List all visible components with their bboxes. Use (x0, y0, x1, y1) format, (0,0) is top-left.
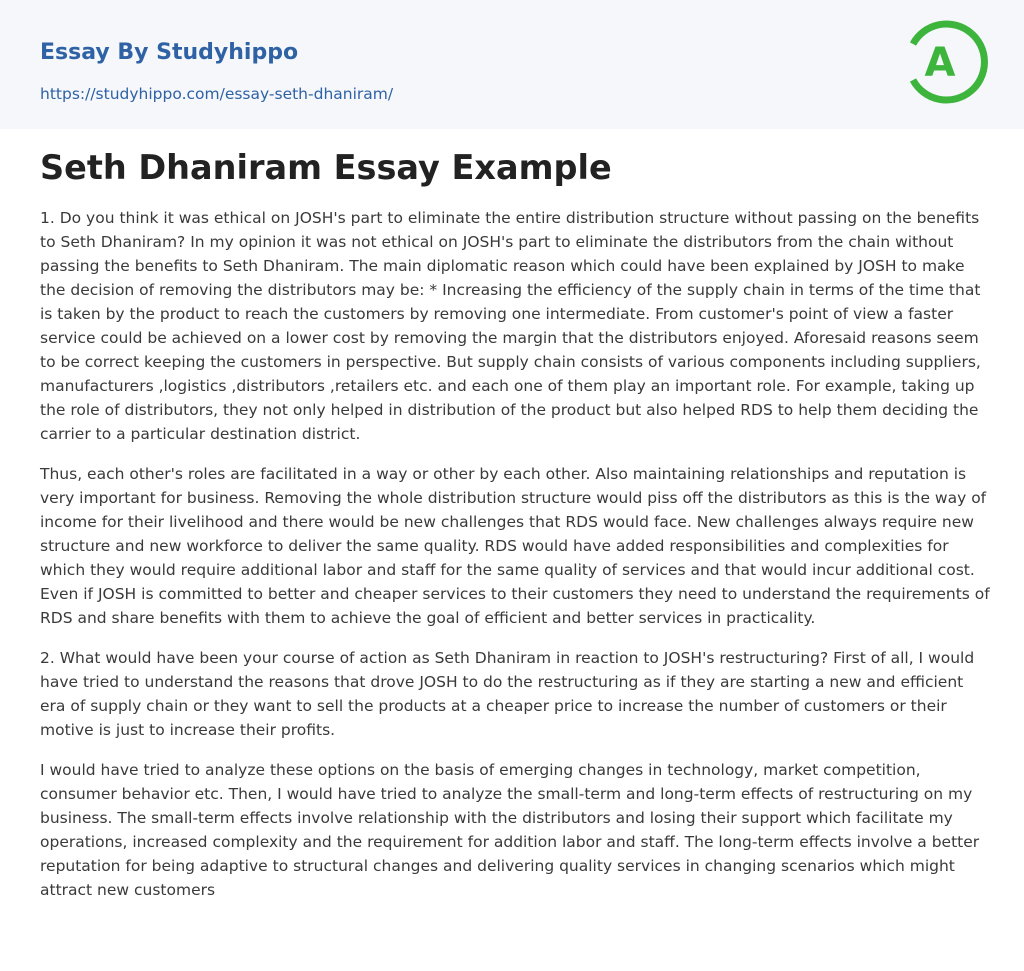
article-title: Seth Dhaniram Essay Example (40, 148, 612, 187)
article (40, 140, 990, 918)
article-paragraph-2: Thus, each other's roles are facilitated in a way or other by each other. Also maintaining relationships and reputation is very important for business. Removing the whole distribution structure would piss off the distributors as this is the way of income for their livelihood and there would be new challenges that RDS would face. New challenges always require new structure and new workforce to deliver the same quality. RDS would have added responsibilities and complexities for which they would require additional labor and staff for the same quality of services and that would incur additional cost. Even if JOSH is committed to better and cheaper services to their customers they need to understand the requirements of RDS and share benefits with them to achieve the goal of efficient and better services in practicality. (40, 465, 990, 627)
article-paragraph-4: I would have tried to analyze these options on the basis of emerging changes in technology, market competition, consumer behavior etc. Then, I would have tried to analyze the small-term and long-term effects of restructuring on my business. The small-term effects involve relationship with the distributors and losing their support which facilitate my operations, increased complexity and the requirement for addition labor and staff. The long-term effects involve a better reputation for being adaptive to structural changes and delivering quality services in changing scenarios which might attract new customers (40, 761, 980, 899)
site-brand: Essay By Studyhippo (40, 40, 299, 65)
essay-url-link[interactable]: https://studyhippo.com/essay-seth-dhaniram/ (40, 85, 394, 103)
article-paragraph-3: 2. What would have been your course of action as Seth Dhaniram in reaction to JOSH's restructuring? First of all, I would have tried to understand the reasons that drove JOSH to do the restructuring as if they are starting a new and efficient era of supply chain or they want to sell the products at a cheaper price to increase the number of customers or their motive is just to increase their profits. (40, 649, 975, 739)
logo-letter: A (924, 40, 956, 86)
site-header (0, 0, 1024, 129)
article-paragraph-1: 1. Do you think it was ethical on JOSH's part to eliminate the entire distribution structure without passing on the benefits to Seth Dhaniram? In my opinion it was not ethical on JOSH's part to eliminate the distributors from the chain without passing the benefits to Seth Dhaniram. The main diplomatic reason which could have been explained by JOSH to make the decision of removing the distributors may be: * Increasing the efficiency of the supply chain in terms of the time that is taken by the product to reach the customers by removing one intermediate. From customer's point of view a faster service could be achieved on a lower cost by removing the margin that the distributors enjoyed. Aforesaid reasons seem to be correct keeping the customers in perspective. But supply chain consists of various components including suppliers, manufacturers ,logistics ,distributors ,retailers etc. and each one of them play an important role. For example, taking up the role of distributors, they not only helped in distribution of the product but also helped RDS to help them deciding the carrier to a particular destination district. (40, 209, 981, 443)
studyhippo-logo-icon[interactable] (900, 18, 988, 106)
